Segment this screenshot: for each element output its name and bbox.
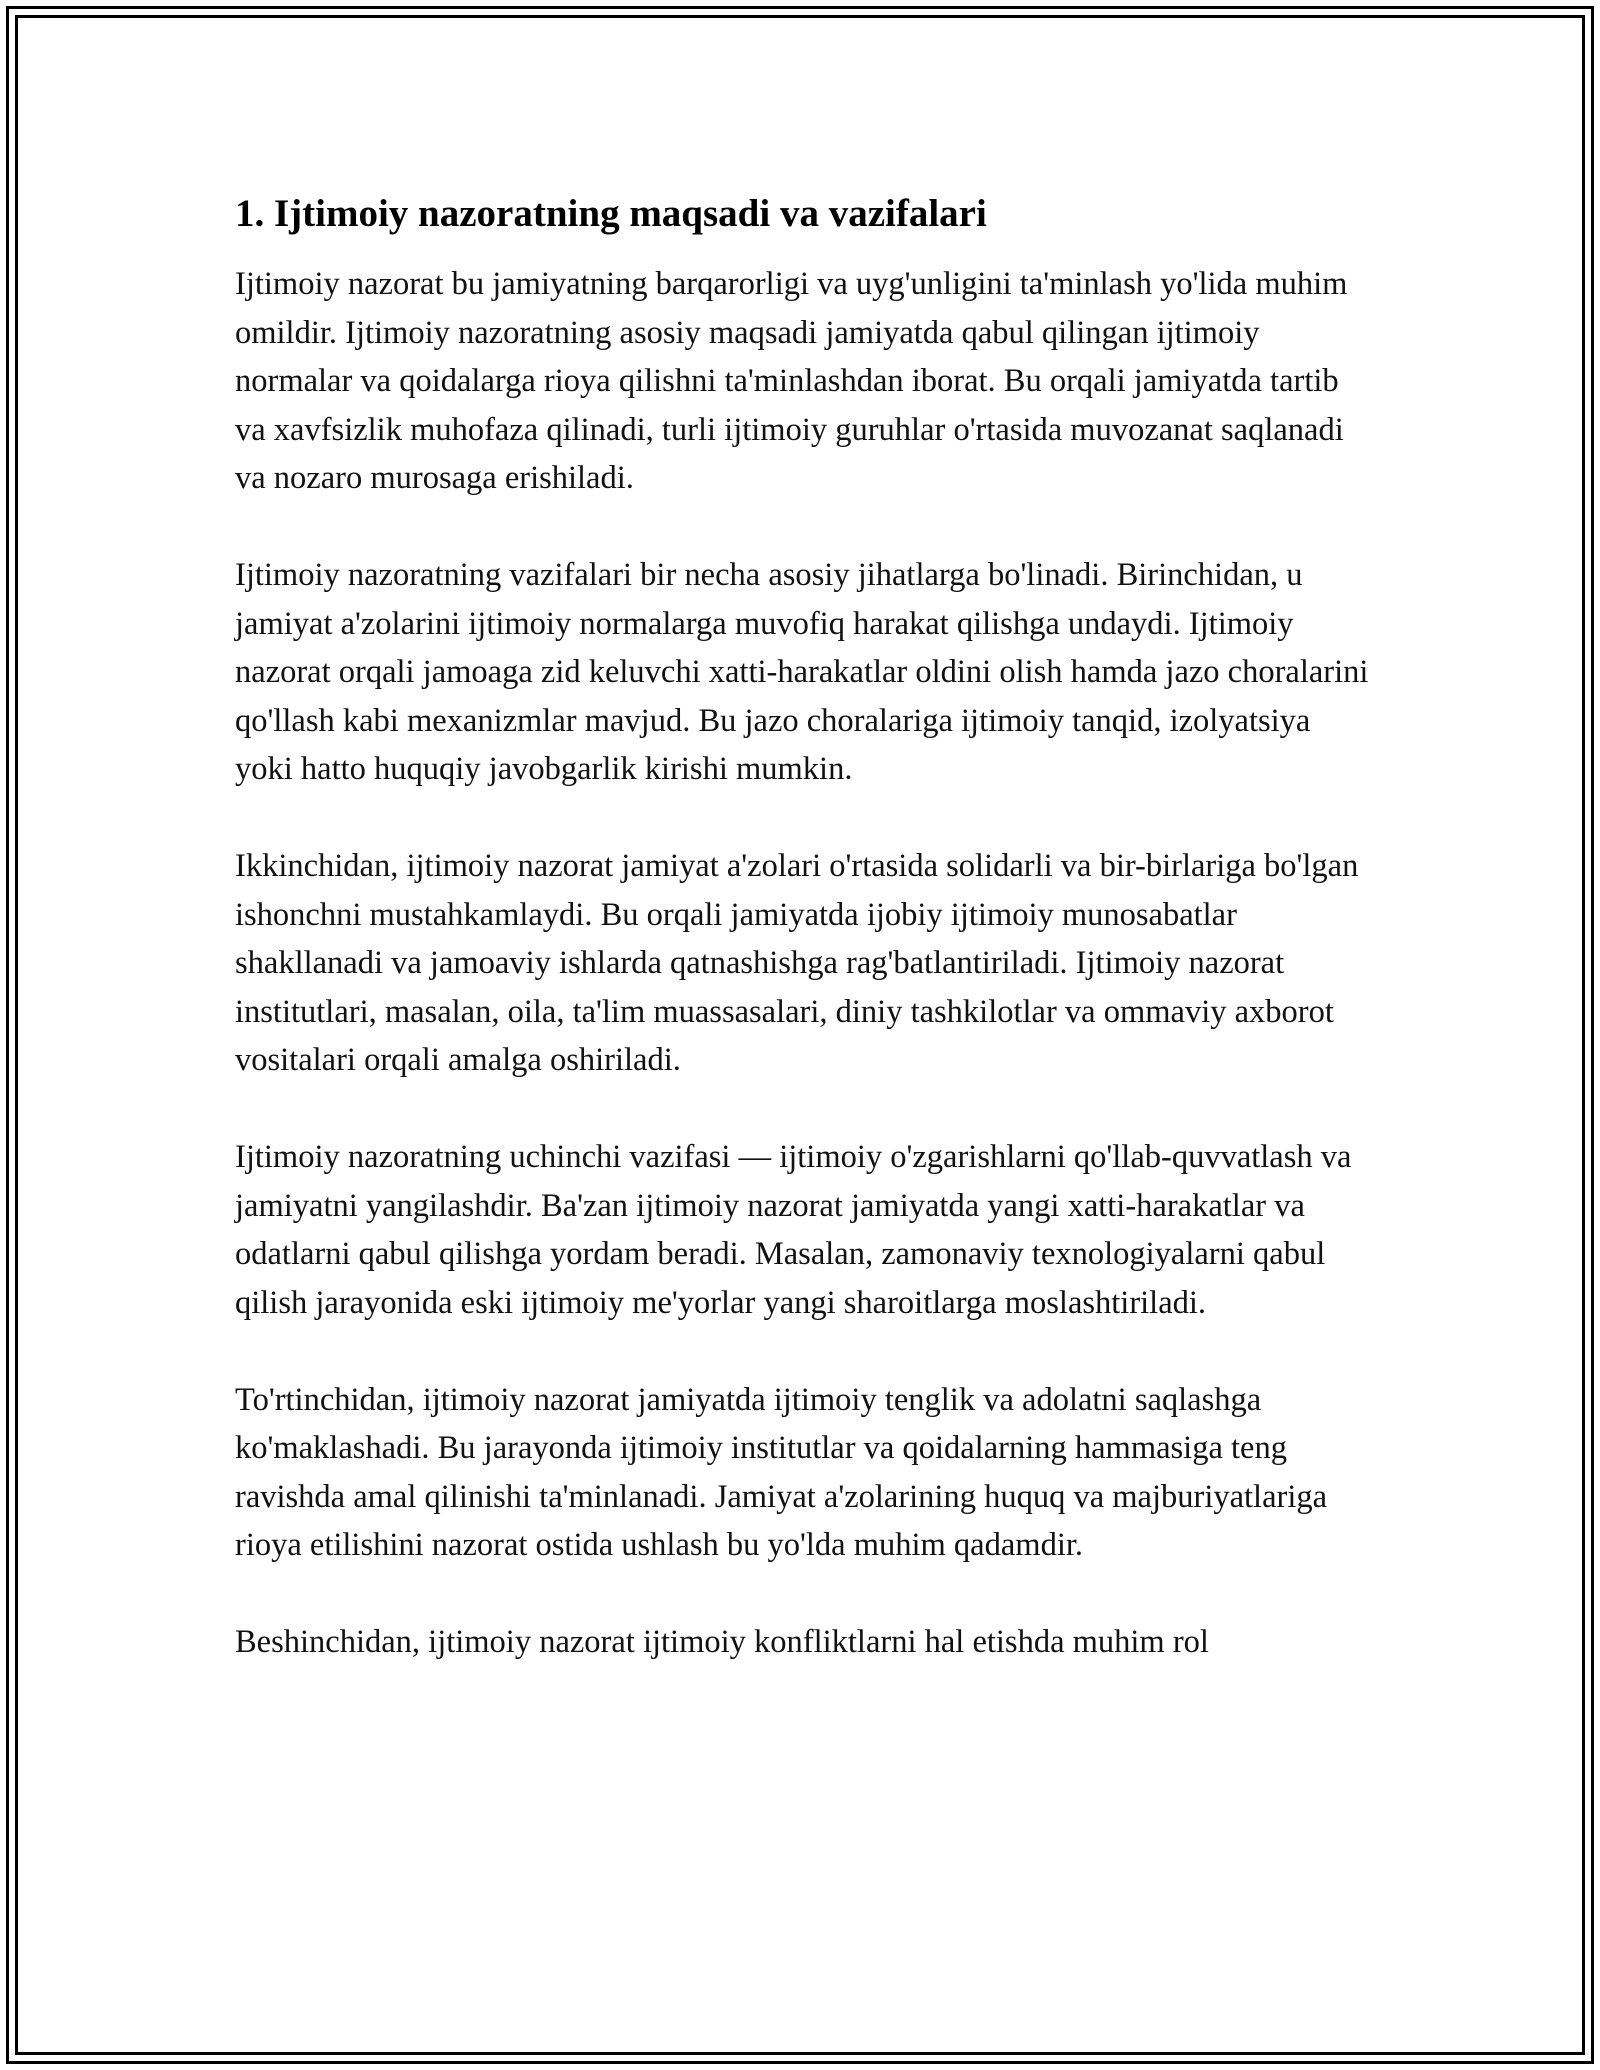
paragraph-goal: Ijtimoiy nazorat bu jamiyatning barqarorligi va uyg'unligini ta'minlash yo'lida muhim omildir. Ijtimoiy nazoratning asosiy maqsadi jamiyatda qabul qilingan ijtimoiy normalar va qoidalarga rioya qilishni ta'minlashdan iborat. Bu orqali jamiyatda tartib va xavfsizlik muhofaza qilinadi, turli ijtimoiy guruhlar o'rtasida muvozanat saqlanadi va nozaro murosaga erishiladi. [235, 266, 1348, 496]
paragraph-functions: Ijtimoiy nazoratning vazifalari bir necha asosiy jihatlarga bo'linadi. Birinchidan, u jamiyat a'zolarini ijtimoiy normalarga muvofiq harakat qilishga undaydi. Ijtimoiy nazorat orqali jamoaga zid keluvchi xatti-harakatlar oldini olish hamda jazo choralarini qo'llash kabi mexanizmlar mavjud. Bu jazo choralariga ijtimoiy tanqid, izolyatsiya yoki hatto huquqiy javobgarlik kirishi mumkin. [235, 557, 1369, 787]
paragraph-second: Ikkinchidan, ijtimoiy nazorat jamiyat a'zolari o'rtasida solidarli va bir-birlariga bo'lgan ishonchni mustahkamlaydi. Bu orqali jamiyatda ijobiy ijtimoiy munosabatlar shakllanadi va jamoaviy ishlarda qatnashishga rag'batlantiriladi. Ijtimoiy nazorat institutlari, masalan, oila, ta'lim muassasalari, diniy tashkilotlar va ommaviy axborot vositalari orqali amalga oshiriladi. [235, 848, 1359, 1078]
paragraph-third: Ijtimoiy nazoratning uchinchi vazifasi — ijtimoiy o'zgarishlarni qo'llab-quvvatlash va jamiyatni yangilashdir. Ba'zan ijtimoiy nazorat jamiyatda yangi xatti-harakatlar va odatlarni qabul qilishga yordam beradi. Masalan, zamonaviy texnologiyalarni qabul qilish jarayonida eski ijtimoiy me'yorlar yangi sharoitlarga moslashtiriladi. [235, 1139, 1352, 1321]
section-heading: 1. Ijtimoiy nazoratning maqsadi va vazifalari [235, 192, 987, 235]
paragraph-fourth: To'rtinchidan, ijtimoiy nazorat jamiyatda ijtimoiy tenglik va adolatni saqlashga ko'maklashadi. Bu jarayonda ijtimoiy institutlar va qoidalarning hammasiga teng ravishda amal qilinishi ta'minlanadi. Jamiyat a'zolarining huquq va majburiyatlariga rioya etilishini nazorat ostida ushlash bu yo'lda muhim qadamdir. [235, 1381, 1328, 1563]
paragraph-fifth: Beshinchidan, ijtimoiy nazorat ijtimoiy konfliktlarni hal etishda muhim rol [235, 1624, 1209, 1660]
document-body [235, 188, 1370, 1715]
